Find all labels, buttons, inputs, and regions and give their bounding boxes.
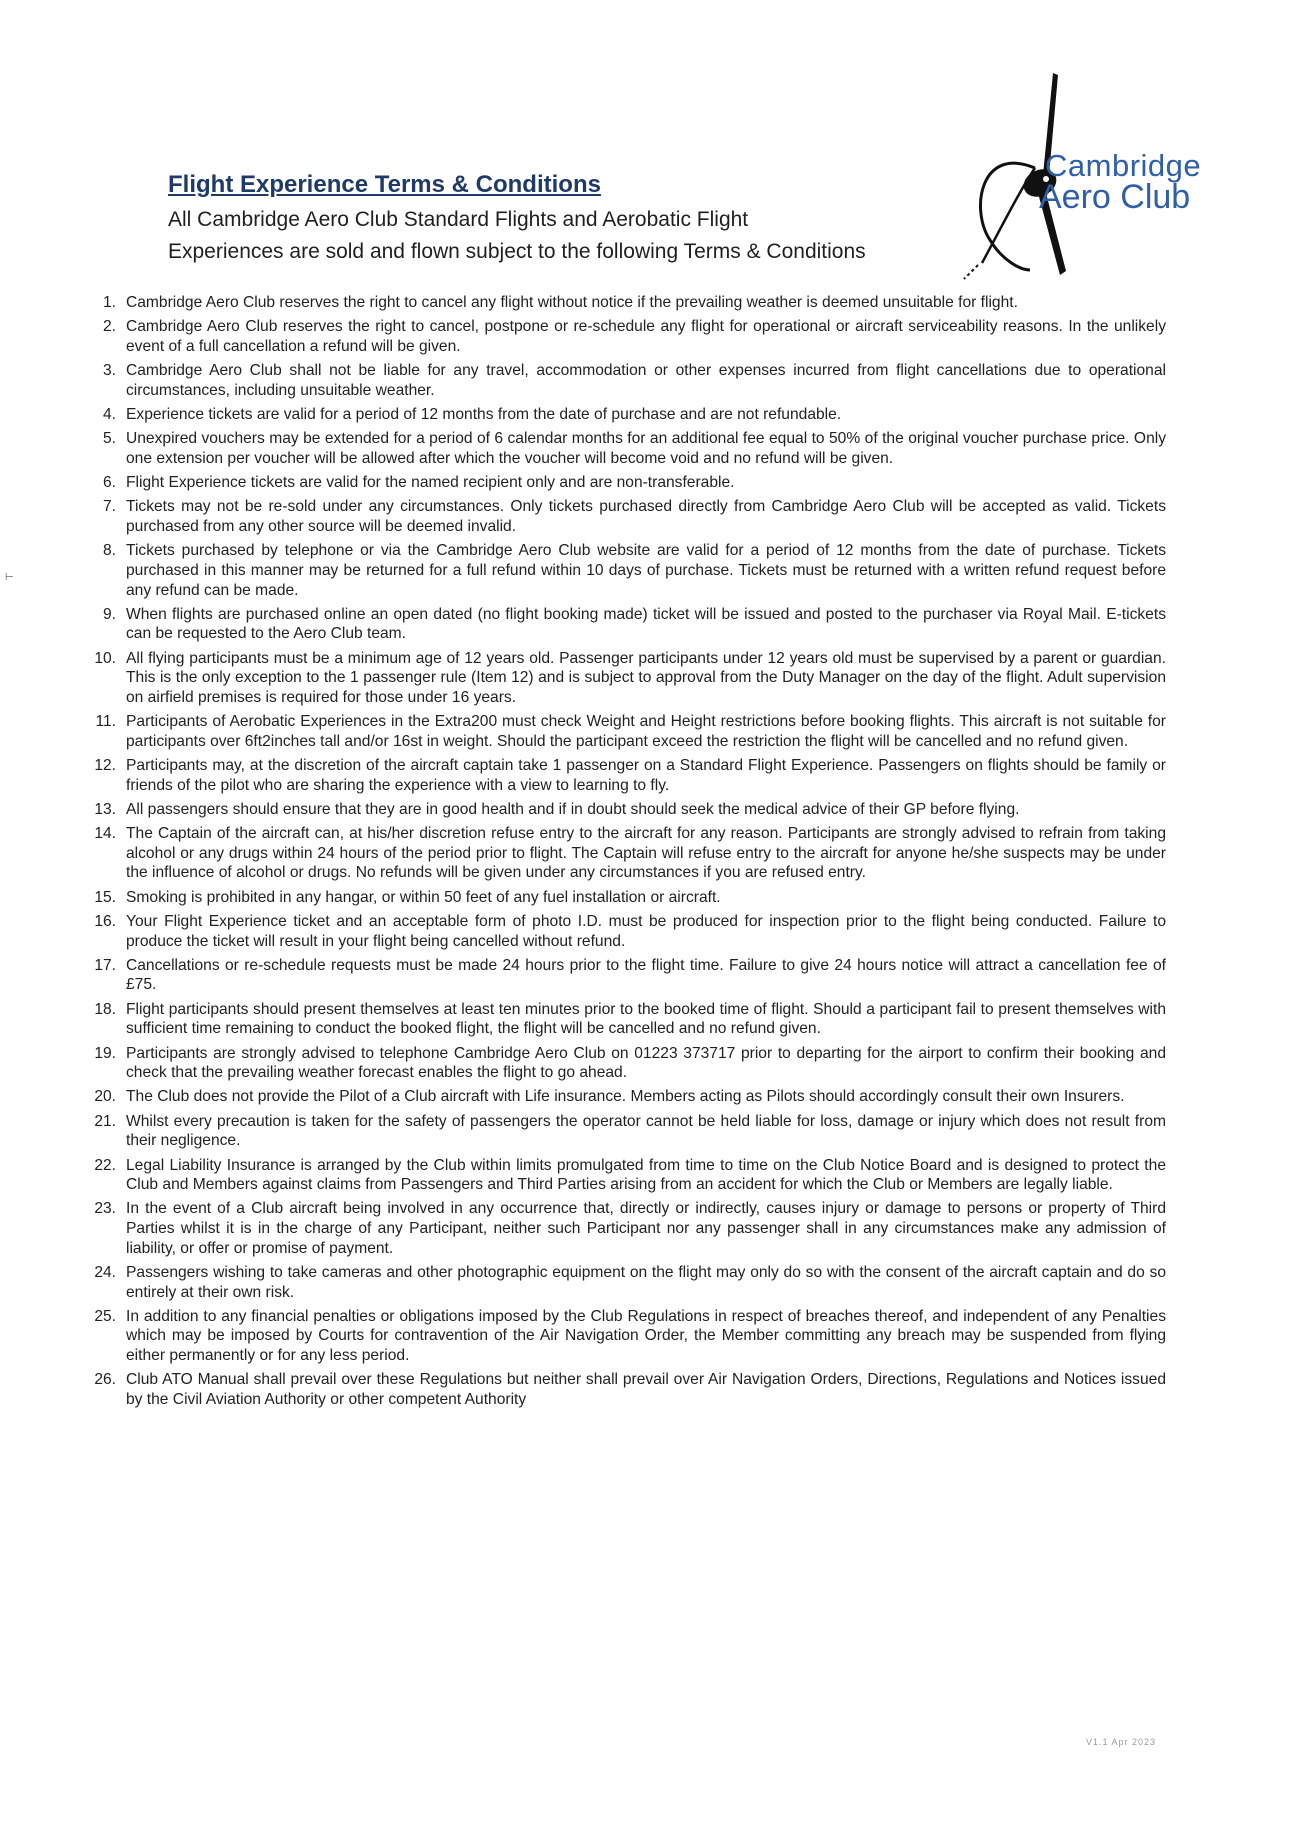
- term-number: 7.: [102, 498, 116, 516]
- term-item: [86, 497, 1166, 536]
- term-number: 25.: [94, 1307, 116, 1325]
- term-number: 17.: [94, 956, 116, 974]
- term-text: Participants are strongly advised to telephone Cambridge Aero Club on 01223 373717 prior to departing for the airport to confirm their booking and check that the prevailing weather forecast enables the flight to go ahead.: [126, 1044, 1166, 1082]
- term-number: 1.: [102, 294, 116, 311]
- term-number: 19.: [94, 1044, 116, 1062]
- term-item: [86, 541, 1166, 600]
- terms-list: [86, 293, 1166, 1414]
- term-text: Legal Liability Insurance is arranged by the Club within limits promulgated from time to time on the Club Notice Board and is designed to protect the Club and Members against claims from Passengers and Third Parties arising from an accident for which the Club or Members are legally liable.: [126, 1156, 1166, 1194]
- term-item: [86, 429, 1166, 468]
- term-item: [86, 756, 1166, 795]
- term-number: 15.: [94, 888, 116, 906]
- term-text: Your Flight Experience ticket and an acceptable form of photo I.D. must be produced for inspection prior to the flight being conducted. Failure to produce the ticket will result in your flight being cancelled without refund.: [126, 912, 1166, 950]
- term-text: Whilst every precaution is taken for the safety of passengers the operator cannot be held liable for loss, damage or injury which does not result from their negligence.: [126, 1112, 1166, 1150]
- term-number: 9.: [102, 605, 116, 623]
- term-item: [86, 361, 1166, 400]
- page-title: Flight Experience Terms & Conditions: [168, 171, 601, 198]
- term-item: [86, 1000, 1166, 1039]
- term-number: 4.: [102, 406, 116, 424]
- term-number: 11.: [95, 713, 116, 731]
- logo-text-cambridge: Cambridge: [1045, 148, 1202, 183]
- term-item: [86, 956, 1166, 995]
- term-item: [86, 1263, 1166, 1302]
- term-number: 21.: [94, 1112, 116, 1130]
- term-text: In addition to any financial penalties or obligations imposed by the Club Regulations in respect of breaches thereof, and independent of any Penalties which may be imposed by Courts for contravention of the Air Navigation Order, the Member committing any breach may be suspended from flying either permanently or for any less period.: [126, 1307, 1166, 1364]
- term-item: [86, 605, 1166, 644]
- term-text: Passengers wishing to take cameras and other photographic equipment on the flight may only do so with the consent of the aircraft captain and do so entirely at their own risk.: [126, 1263, 1166, 1301]
- term-number: 26.: [94, 1371, 116, 1389]
- term-text: Participants may, at the discretion of the aircraft captain take 1 passenger on a Standard Flight Experience. Passengers on flights should be family or friends of the pilot who are sharing the experience with a view to learning to fly.: [126, 757, 1166, 794]
- term-number: 16.: [94, 912, 116, 930]
- term-item: [86, 405, 1166, 425]
- term-number: 20.: [94, 1088, 116, 1106]
- term-number: 3.: [102, 362, 116, 380]
- term-text: All flying participants must be a minimum age of 12 years old. Passenger participants under 12 years old must be supervised by a parent or guardian. This is the only exception to the 1 passenger rule (Item 12) and is subject to approval from the Duty Manager on the day of the flight. Adult supervision on airfield premises is required for those under 16 years.: [126, 649, 1166, 706]
- term-text: Unexpired vouchers may be extended for a period of 6 calendar months for an additional fee equal to 50% of the original voucher purchase price. Only one extension per voucher will be allowed after which the voucher will become void and no refund will be given.: [126, 430, 1166, 467]
- term-item: [86, 473, 1166, 493]
- term-number: 2.: [102, 318, 116, 336]
- term-item: [86, 317, 1166, 356]
- term-text: Flight Experience tickets are valid for the named recipient only and are non-transferable.: [126, 474, 735, 492]
- term-item: [86, 1199, 1166, 1258]
- term-item: [86, 1156, 1166, 1195]
- subtitle-line-2: Experiences are sold and flown subject to the following Terms & Conditions: [168, 240, 866, 263]
- logo-text-aero-club: Aero Club: [1039, 178, 1191, 216]
- term-item: [86, 1087, 1166, 1107]
- term-number: 18.: [94, 1000, 116, 1018]
- term-item: [86, 1044, 1166, 1083]
- term-text: Experience tickets are valid for a period of 12 months from the date of purchase and are not refundable.: [126, 406, 842, 424]
- term-text: Smoking is prohibited in any hangar, or within 50 feet of any fuel installation or aircraft.: [126, 888, 721, 906]
- term-item: [86, 888, 1166, 908]
- term-text: The Club does not provide the Pilot of a Club aircraft with Life insurance. Members acting as Pilots should accordingly consult their own Insurers.: [126, 1088, 1125, 1106]
- term-item: [86, 1370, 1166, 1409]
- term-text: Participants of Aerobatic Experiences in the Extra200 must check Weight and Height restrictions before booking flights. This aircraft is not suitable for participants over 6ft2inches tall and/or 16st in weight. Should the participant exceed the restriction the flight will be cancelled and no refund given.: [126, 713, 1166, 750]
- term-text: Cambridge Aero Club shall not be liable for any travel, accommodation or other expenses incurred from flight cancellations due to operational circumstances, including unsuitable weather.: [126, 362, 1166, 399]
- term-number: 5.: [102, 430, 116, 448]
- term-number: 24.: [94, 1263, 116, 1281]
- term-text: Club ATO Manual shall prevail over these Regulations but neither shall prevail over Air Navigation Orders, Directions, Regulations and Notices issued by the Civil Aviation Authority or other competent Authority: [126, 1371, 1166, 1408]
- term-text: Cambridge Aero Club reserves the right to cancel, postpone or re-schedule any flight for operational or aircraft serviceability reasons. In the unlikely event of a full cancellation a refund will be given.: [126, 318, 1166, 355]
- term-text: Cancellations or re-schedule requests must be made 24 hours prior to the flight time. Failure to give 24 hours notice will attract a cancellation fee of £75.: [126, 956, 1166, 994]
- term-text: In the event of a Club aircraft being involved in any occurrence that, directly or indirectly, causes injury or damage to persons or property of Third Parties whilst it is in the charge of any Participant, neither such Participant nor any passenger shall in any circumstances make any admission of liability, or offer or promise of payment.: [126, 1200, 1166, 1257]
- term-item: [86, 912, 1166, 951]
- document-header: [168, 170, 968, 268]
- term-text: Flight participants should present themselves at least ten minutes prior to the booked time of flight. Should a participant fail to present themselves with sufficient time remaining to conduct the booked flight, the flight will be cancelled and no refund given.: [126, 1000, 1166, 1038]
- term-number: 12.: [94, 757, 116, 775]
- subtitle-line-1: All Cambridge Aero Club Standard Flights and Aerobatic Flight: [168, 208, 749, 231]
- term-item: [86, 712, 1166, 751]
- cambridge-aero-club-logo: [960, 65, 1220, 285]
- term-number: 10.: [94, 649, 116, 667]
- term-item: [86, 649, 1166, 708]
- term-item: [86, 293, 1166, 313]
- term-text: The Captain of the aircraft can, at his/her discretion refuse entry to the aircraft for any reason. Participants are strongly advised to refrain from taking alcohol or any drugs within 24 hours of the period prior to flight. The Captain will refuse entry to the aircraft for anyone he/she suspects may be under the influence of alcohol or drugs. No refunds will be given under any circumstances if you are refused entry.: [126, 825, 1166, 882]
- term-text: Tickets may not be re-sold under any circumstances. Only tickets purchased directly from Cambridge Aero Club will be accepted as valid. Tickets purchased from any other source will be deemed invalid.: [126, 498, 1166, 536]
- term-number: 13.: [94, 800, 116, 818]
- term-number: 22.: [94, 1156, 116, 1174]
- term-number: 8.: [102, 542, 116, 560]
- term-number: 23.: [94, 1200, 116, 1218]
- term-text: When flights are purchased online an open dated (no flight booking made) ticket will be issued and posted to the purchaser via Royal Mail. E-tickets can be requested to the Aero Club team.: [126, 605, 1166, 643]
- term-text: All passengers should ensure that they are in good health and if in doubt should seek the medical advice of their GP before flying.: [126, 800, 1020, 818]
- term-item: [86, 1112, 1166, 1151]
- term-item: [86, 1307, 1166, 1366]
- term-item: [86, 800, 1166, 820]
- term-text: Tickets purchased by telephone or via the Cambridge Aero Club website are valid for a period of 12 months from the date of purchase. Tickets purchased in this manner may be returned for a full refund within 10 days of purchase. Tickets must be returned with a written refund request before any refund can be made.: [126, 542, 1166, 599]
- margin-mark: ⊢: [5, 572, 14, 583]
- term-item: [86, 824, 1166, 883]
- term-number: 14.: [94, 825, 116, 843]
- term-number: 6.: [102, 474, 116, 492]
- version-footer: V1.1 Apr 2023: [1086, 1737, 1157, 1747]
- term-text: Cambridge Aero Club reserves the right to cancel any flight without notice if the prevailing weather is deemed unsuitable for flight.: [126, 294, 1018, 311]
